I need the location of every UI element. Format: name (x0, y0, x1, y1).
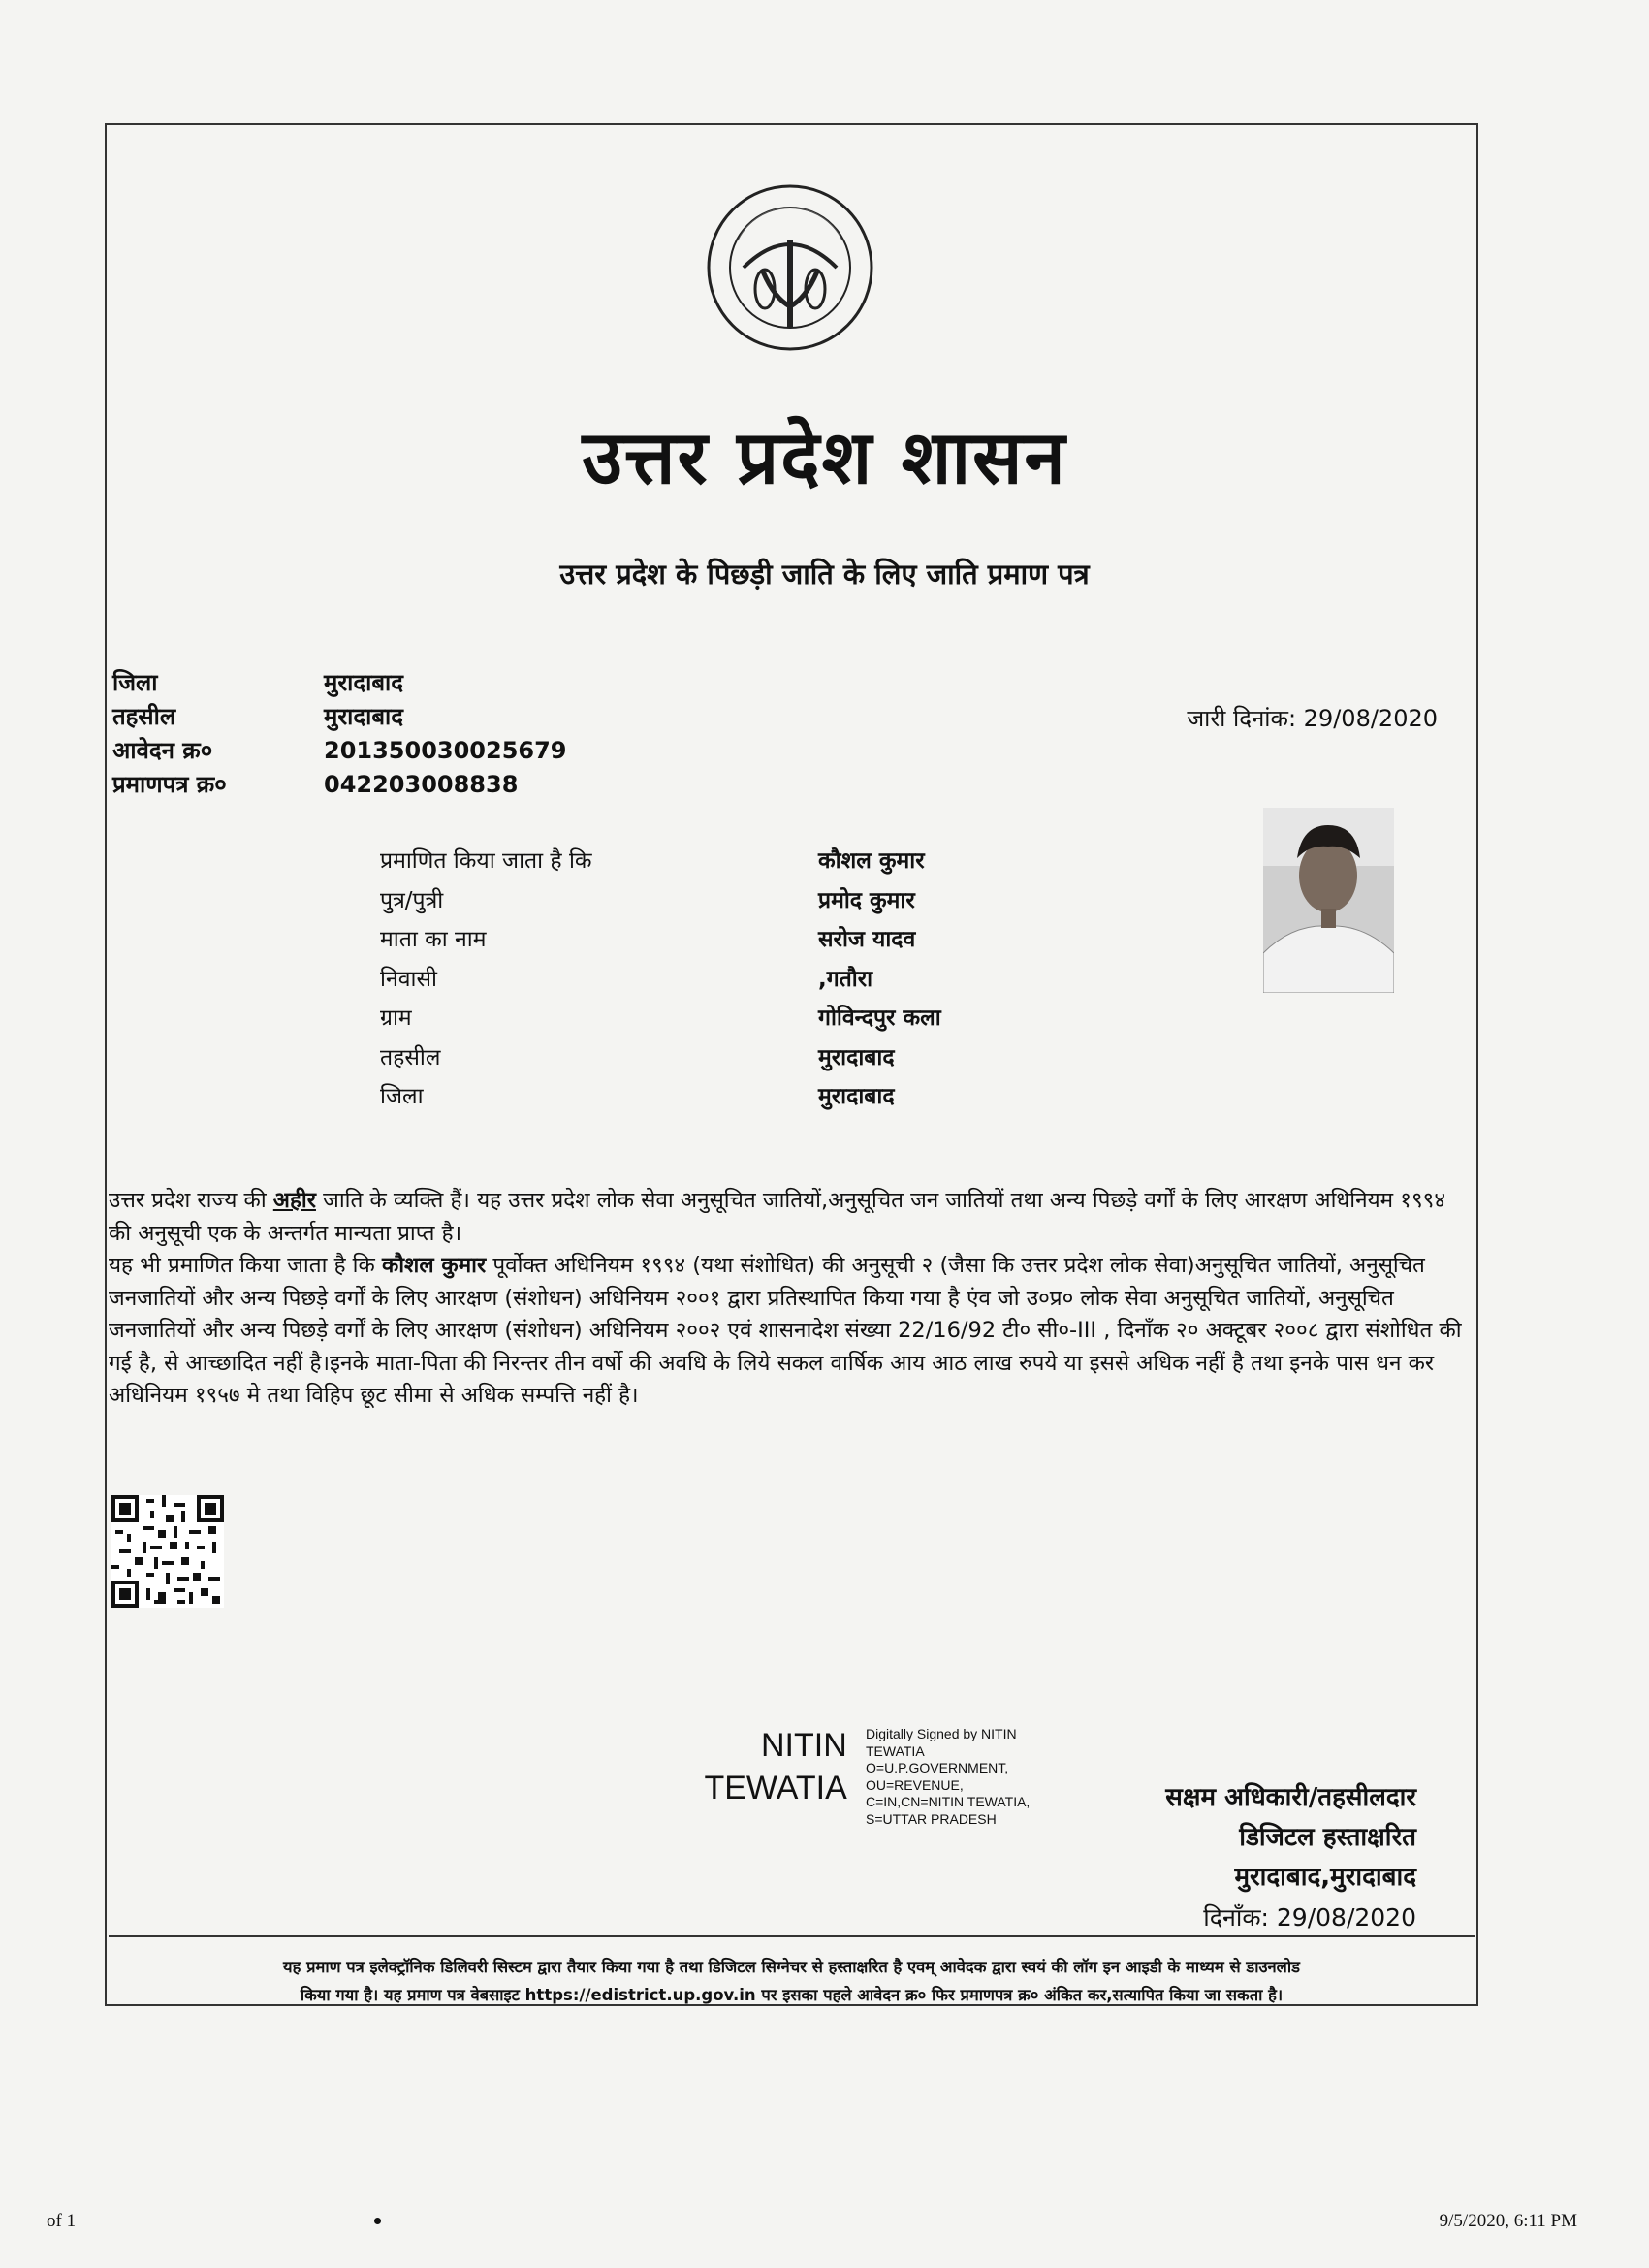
meta-label: तहसील (112, 703, 176, 730)
detail-value: गोविन्दपुर कला (818, 1006, 941, 1032)
body-text: उत्तर प्रदेश राज्य की (109, 1188, 273, 1213)
detail-label: पुत्र/पुत्री (380, 887, 444, 913)
caste-name: अहीर (272, 1188, 316, 1213)
detail-label: निवासी (380, 966, 437, 992)
page-count: of 1 (47, 2211, 77, 2231)
body-paragraph-2 (109, 1250, 1466, 1413)
body-text: पूर्वोक्त अधिनियम १९९४ (यथा संशोधित) की अनुसूची २ (जैसा कि उत्तर प्रदेश लोक सेवा)अनुसूचित जातियों, अनुसूचित जनजातियों और अन्य पिछड़े वर्गों के लिए आरक्षण (संशोधन) अधिनियम २००१ द्वारा प्रतिस्थापित किया गया है एंव जो उ०प्र० लोक सेवा अनुसूचित जातियों, अनुसूचित जनजातियों और अन्य पिछड़े वर्गों के लिए आरक्षण (संशोधन) अधिनियम २००२ एवं शासनादेश संख्या 22/16/92 टी० सी०-III , दिनाँक २० अक्टूबर २००८ द्वारा संशोधित की गई है, से आच्छादित नहीं है।इनके माता-पिता की निरन्तर तीन वर्षो की अवधि के लिये सकल वार्षिक आय आठ लाख रुपये या इससे अधिक नहीं है तथा इनके पास धन कर अधिनियम १९५७ मे तथा विहिप छूट सीमा से अधिक सम्पत्ति नहीं है। (109, 1253, 1462, 1408)
detail-label: प्रमाणित किया जाता है कि (380, 848, 592, 875)
officer-title: सक्षम अधिकारी/तहसीलदार (1165, 1783, 1416, 1812)
meta-row-application-no (112, 733, 567, 767)
meta-row-tehsil (112, 699, 567, 733)
certificate-body (109, 1185, 1466, 1413)
digital-signature-details (866, 1726, 1030, 1828)
applicant-photo (1263, 808, 1394, 993)
meta-value: 042203008838 (324, 770, 519, 798)
detail-value: ,गतौरा (818, 966, 873, 992)
meta-row-district (112, 665, 567, 699)
body-text: जाति के व्यक्ति हैं। यह उत्तर प्रदेश लोक सेवा अनुसूचित जातियों,अनुसूचित जन जातियों तथा अन्य पिछड़े वर्गों के लिए आरक्षण अधिनियम १९९४ की अनुसूची एक के अन्तर्गत मान्यता प्राप्त है। (109, 1188, 1446, 1246)
meta-value: मुरादाबाद (324, 703, 404, 730)
detail-label: माता का नाम (380, 927, 487, 953)
officer-date: दिनाँक: 29/08/2020 (1203, 1903, 1416, 1932)
signature-name-line: NITIN (761, 1727, 847, 1764)
meta-label: जिला (112, 669, 158, 696)
body-text: यह भी प्रमाणित किया जाता है कि (109, 1253, 382, 1278)
footer-divider (109, 1935, 1475, 1937)
certificate-subtitle: उत्तर प्रदेश के पिछड़ी जाति के लिए जाति प्रमाण पत्र (559, 558, 1090, 591)
print-timestamp: 9/5/2020, 6:11 PM (1439, 2211, 1577, 2231)
meta-label: प्रमाणपत्र क्र० (112, 771, 227, 798)
detail-label: ग्राम (380, 1006, 412, 1032)
meta-block (112, 665, 567, 801)
detail-value: मुरादाबाद (818, 1084, 895, 1110)
details-block (380, 840, 941, 1115)
digital-signature-name (679, 1724, 847, 1809)
detail-row (380, 1075, 941, 1115)
up-government-emblem-icon (705, 182, 875, 353)
signature-detail-line: OU=REVENUE, (866, 1776, 964, 1793)
meta-value: मुरादाबाद (324, 669, 404, 696)
meta-label: आवेदन क्र० (112, 737, 213, 764)
meta-value: 201350030025679 (324, 736, 567, 764)
detail-row (380, 1037, 941, 1076)
signature-detail-line: C=IN,CN=NITIN TEWATIA, (866, 1794, 1031, 1809)
detail-value: प्रमोद कुमार (818, 887, 915, 913)
detail-row (380, 997, 941, 1037)
detail-label: जिला (380, 1084, 424, 1110)
detail-row (380, 958, 941, 998)
signature-detail-line: O=U.P.GOVERNMENT, (866, 1760, 1009, 1775)
meta-row-certificate-no (112, 767, 567, 801)
detail-value: कौशल कुमार (818, 848, 925, 875)
footer-line: किया गया है। यह प्रमाण पत्र वेबसाइट https://edistrict.up.gov.in पर इसका पहले आवेदन क्र० फिर प्रमाणपत्र क्र० अंकित कर,सत्यापित किया जा सकता है। (300, 1986, 1284, 2004)
bullet-dot (374, 2218, 381, 2224)
signature-detail-line: Digitally Signed by NITIN (866, 1726, 1017, 1741)
detail-row (380, 879, 941, 919)
detail-row (380, 918, 941, 958)
signature-detail-line: TEWATIA (866, 1742, 925, 1759)
detail-value: सरोज यादव (818, 927, 916, 953)
footer-line: यह प्रमाण पत्र इलेक्ट्रॉनिक डिलिवरी सिस्टम द्वारा तैयार किया गया है तथा डिजिटल सिग्नेचर से हस्ताक्षरित है एवम् आवेदक द्वारा स्वयं की लॉग इन आइडी के माध्यम से डाउनलोड (283, 1958, 1300, 1976)
body-paragraph-1 (109, 1185, 1466, 1250)
detail-label: तहसील (380, 1044, 441, 1070)
signature-detail-line: S=UTTAR PRADESH (866, 1810, 997, 1827)
issue-date: जारी दिनांक: 29/08/2020 (1187, 705, 1438, 732)
detail-row (380, 840, 941, 879)
detail-value: मुरादाबाद (818, 1044, 895, 1070)
officer-signed: डिजिटल हस्ताक्षरित (1239, 1823, 1416, 1852)
applicant-name: कौशल कुमार (381, 1253, 487, 1278)
qr-code-icon (111, 1495, 224, 1608)
page-title: उत्तर प्रदेश शासन (582, 414, 1067, 500)
officer-block (1165, 1778, 1416, 1937)
officer-place: मुरादाबाद,मुरादाबाद (1234, 1863, 1416, 1892)
footer-note (109, 1953, 1475, 2009)
person-photo-icon (1263, 808, 1394, 993)
signature-name-line: TEWATIA (704, 1770, 847, 1806)
